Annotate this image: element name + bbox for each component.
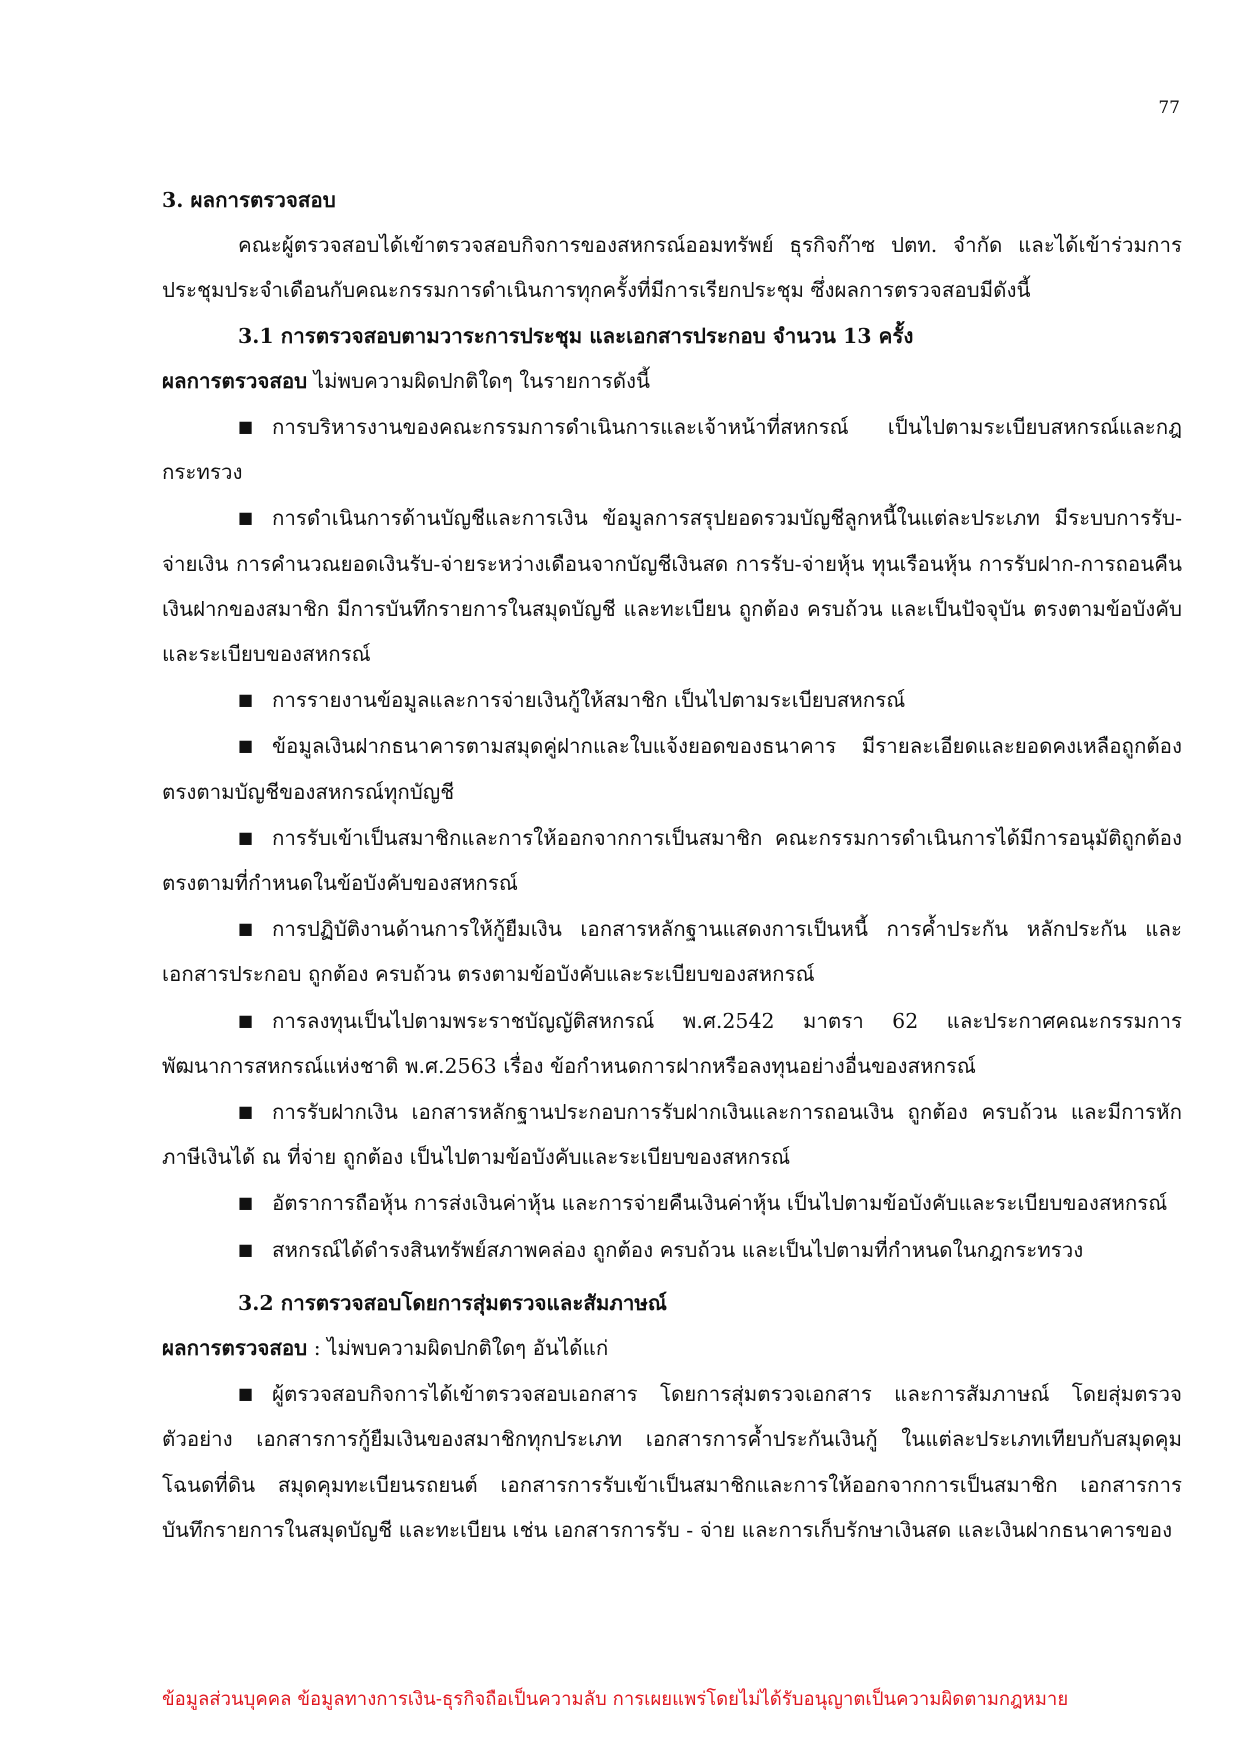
list-item bbox=[162, 404, 1182, 495]
list-item-text: ผู้ตรวจสอบกิจการได้เข้าตรวจสอบเอกสาร โดยการสุ่มตรวจเอกสาร และการสัมภาษณ์ โดยสุ่มตรวจตัวอย่าง เอกสารการกู้ยืมเงินของสมาชิกทุกประเภท เอกสารการค้ำประกันเงินกู้ ในแต่ละประเภทเทียบกับสมุดคุมโฉนดที่ดิน สมุดคุมทะเบียนรถยนต์ เอกสารการรับเข้าเป็นสมาชิกและการให้ออกจากการเป็นสมาชิก เอกสารการบันทึกรายการในสมุดบัญชี และทะเบียน เช่น เอกสารการรับ - จ่าย และการเก็บรักษาเงินสด และเงินฝากธนาคารของ bbox=[162, 1382, 1182, 1542]
list-item-text: สหกรณ์ได้ดำรงสินทรัพย์สภาพคล่อง ถูกต้อง ครบถ้วน และเป็นไปตามที่กำหนดในกฎกระทรวง bbox=[272, 1237, 1084, 1262]
square-bullet-icon: ■ bbox=[238, 1384, 254, 1404]
list-item bbox=[162, 1089, 1182, 1180]
square-bullet-icon: ■ bbox=[238, 508, 254, 528]
square-bullet-icon: ■ bbox=[238, 919, 254, 939]
section-intro-paragraph: คณะผู้ตรวจสอบได้เข้าตรวจสอบกิจการของสหกรณ์ออมทรัพย์ ธุรกิจก๊าซ ปตท. จำกัด และได้เข้าร่วมการประชุมประจำเดือนกับคณะกรรมการดำเนินการทุกครั้งที่มีการเรียกประชุม ซึ่งผลการตรวจสอบมีดังนี้ bbox=[162, 233, 1182, 303]
list-item bbox=[162, 906, 1182, 997]
square-bullet-icon: ■ bbox=[238, 827, 254, 847]
section-heading: 3. ผลการตรวจสอบ bbox=[162, 188, 336, 212]
list-item-text: การรายงานข้อมูลและการจ่ายเงินกู้ให้สมาชิก เป็นไปตามระเบียบสหกรณ์ bbox=[272, 688, 906, 713]
square-bullet-icon: ■ bbox=[238, 1193, 254, 1213]
subsection-2-bullet-list bbox=[162, 1371, 1182, 1553]
list-item bbox=[162, 998, 1182, 1089]
list-item bbox=[162, 1371, 1182, 1553]
list-item-text: การปฏิบัติงานด้านการให้กู้ยืมเงิน เอกสารหลักฐานแสดงการเป็นหนี้ การค้ำประกัน หลักประกัน และเอกสารประกอบ ถูกต้อง ครบถ้วน ตรงตามข้อบังคับและระเบียบของสหกรณ์ bbox=[162, 917, 1182, 987]
square-bullet-icon: ■ bbox=[238, 690, 254, 710]
list-item bbox=[162, 495, 1182, 677]
list-item bbox=[162, 677, 1182, 723]
subsection-1-bullet-list bbox=[162, 404, 1182, 1273]
list-item-text: การลงทุนเป็นไปตามพระราชบัญญัติสหกรณ์ พ.ศ.2542 มาตรา 62 และประกาศคณะกรรมการพัฒนาการสหกรณ์แห่งชาติ พ.ศ.2563 เรื่อง ข้อกำหนดการฝากหรือลงทุนอย่างอื่นของสหกรณ์ bbox=[162, 1008, 1182, 1078]
square-bullet-icon: ■ bbox=[238, 1010, 254, 1030]
square-bullet-icon: ■ bbox=[238, 1239, 254, 1259]
subsection-2-result bbox=[162, 1326, 1182, 1371]
list-item-text: อัตราการถือหุ้น การส่งเงินค่าหุ้น และการจ่ายคืนเงินค่าหุ้น เป็นไปตามข้อบังคับและระเบียบของสหกรณ์ bbox=[272, 1191, 1168, 1216]
list-item bbox=[162, 815, 1182, 906]
page-content bbox=[162, 178, 1182, 1553]
page-number: 77 bbox=[1158, 98, 1180, 118]
list-item bbox=[162, 723, 1182, 814]
result-label: ผลการตรวจสอบ bbox=[162, 368, 308, 393]
list-item-text: ข้อมูลเงินฝากธนาคารตามสมุดคู่ฝากและใบแจ้งยอดของธนาคาร มีรายละเอียดและยอดคงเหลือถูกต้องตรงตามบัญชีของสหกรณ์ทุกบัญชี bbox=[162, 734, 1182, 804]
square-bullet-icon: ■ bbox=[238, 1102, 254, 1122]
result-text: : ไม่พบความผิดปกติใดๆ อันได้แก่ bbox=[307, 1336, 609, 1361]
subsection-2-heading: 3.2 การตรวจสอบโดยการสุ่มตรวจและสัมภาษณ์ bbox=[238, 1290, 667, 1315]
result-label: ผลการตรวจสอบ bbox=[162, 1336, 308, 1361]
list-item-text: การบริหารงานของคณะกรรมการดำเนินการและเจ้าหน้าที่สหกรณ์ เป็นไปตามระเบียบสหกรณ์และกฎกระทรวง bbox=[162, 415, 1182, 485]
subsection-1-result bbox=[162, 359, 1182, 404]
subsection-1-heading: 3.1 การตรวจสอบตามวาระการประชุม และเอกสารประกอบ จำนวน 13 ครั้ง bbox=[238, 323, 914, 348]
result-text: ไม่พบความผิดปกติใดๆ ในรายการดังนี้ bbox=[307, 368, 651, 393]
list-item-text: การรับฝากเงิน เอกสารหลักฐานประกอบการรับฝากเงินและการถอนเงิน ถูกต้อง ครบถ้วน และมีการหักภาษีเงินได้ ณ ที่จ่าย ถูกต้อง เป็นไปตามข้อบังคับและระเบียบของสหกรณ์ bbox=[162, 1100, 1182, 1170]
list-item-text: การรับเข้าเป็นสมาชิกและการให้ออกจากการเป็นสมาชิก คณะกรรมการดำเนินการได้มีการอนุมัติถูกต้องตรงตามที่กำหนดในข้อบังคับของสหกรณ์ bbox=[162, 825, 1182, 896]
list-item-text: การดำเนินการด้านบัญชีและการเงิน ข้อมูลการสรุปยอดรวมบัญชีลูกหนี้ในแต่ละประเภท มีระบบการรับ-จ่ายเงิน การคำนวณยอดเงินรับ-จ่ายระหว่างเดือนจากบัญชีเงินสด การรับ-จ่ายหุ้น ทุนเรือนหุ้น การรับฝาก-การถอนคืนเงินฝากของสมาชิก มีการบันทึกรายการในสมุดบัญชี และทะเบียน ถูกต้อง ครบถ้วน และเป็นปัจจุบัน ตรงตามข้อบังคับและระเบียบของสหกรณ์ bbox=[162, 506, 1182, 667]
square-bullet-icon: ■ bbox=[238, 417, 254, 437]
list-item bbox=[162, 1227, 1182, 1273]
square-bullet-icon: ■ bbox=[238, 736, 254, 756]
list-item bbox=[162, 1180, 1182, 1226]
confidentiality-notice: ข้อมูลส่วนบุคคล ข้อมูลทางการเงิน-ธุรกิจถือเป็นความลับ การเผยแพร่โดยไม่ได้รับอนุญาตเป็นความผิดตามกฎหมาย bbox=[162, 1689, 1069, 1710]
